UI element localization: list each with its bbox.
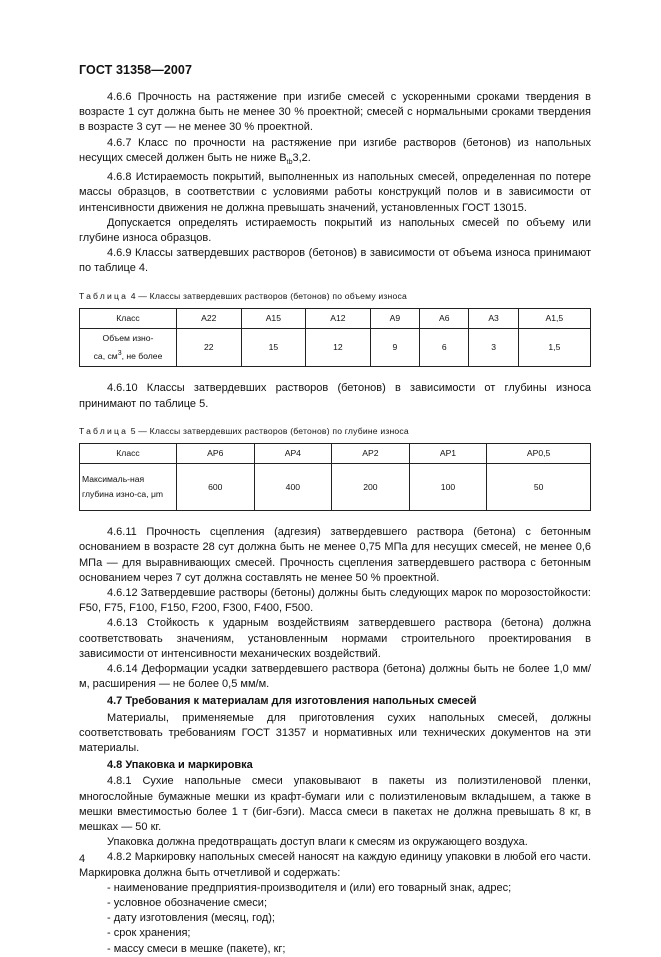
table-cell: A15 [241,308,306,328]
list-item: - дату изготовления (месяц, год); [107,912,275,925]
table-cell: 600 [177,464,255,511]
paragraph-4-6-9: 4.6.9 Классы затвердевших растворов (бетонов) в зависимости от объема износа принимают по таблице 4. [79,247,591,275]
table-cell: A12 [306,308,371,328]
table-5 [79,443,591,511]
table-row [80,308,591,328]
table-cell: 50 [487,464,591,511]
table-row [80,329,591,367]
paragraph-4-6-6: 4.6.6 Прочность на растяжение при изгибе смесей с ускоренными сроками твердения в возрасте 1 сут должна быть не менее 30 % проектной; смесей с нормальными сроками твердения в возрасте 3 сут — не менее 30 % проектной. [79,91,591,134]
document-body [79,90,591,957]
table-cell: AP0,5 [487,443,591,463]
paragraph-4-6-11: 4.6.11 Прочность сцепления (адгезия) затвердевшего раствора (бетона) с бетонным основанием в возрасте 28 сут должна быть не менее 0,75 МПа для несущих смесей, не менее 0,6 МПа — для выравнивающих смесей. Прочность сцепления затвердевшего раствора с бетонным основанием через 7 сут должна составлять не менее 50 % проектной. [79,526,591,584]
table-header-cell: Класс [80,308,177,328]
table-row-label: Максималь-ная глубина изно-са, μm [80,464,177,511]
paragraph-4-6-12: 4.6.12 Затвердевшие растворы (бетоны) должны быть следующих марок по морозостойкости: F50, F75, F100, F150, F200, F300, F400, F500. [79,586,591,615]
table-cell: 100 [409,464,487,511]
table-row [80,464,591,511]
table-cell: 3 [469,329,518,367]
table-cell: AP4 [254,443,332,463]
paragraph-4-6-8: 4.6.8 Истираемость покрытий, выполненных из напольных смесей, определенная по потере массы образцов, в соответствии с условиями работы конструкций полов и в зависимости от интенсивности движения не должна превышать значений, установленных ГОСТ 13015. [79,171,591,214]
paragraph-packaging-note: Упаковка должна предотвращать доступ влаги к смесям из окружающего воздуха. [107,836,528,849]
table-cell: AP6 [177,443,255,463]
list-item: - условное обозначение смеси; [107,896,267,909]
table-cell: AP2 [332,443,410,463]
table-cell: AP1 [409,443,487,463]
table4-caption: Таблица 4 — Классы затвердевших растворов (бетонов) по объему износа [79,290,407,301]
table-header-cell: Класс [80,443,177,463]
table-cell: 15 [241,329,306,367]
table-cell: 400 [254,464,332,511]
table-row [80,443,591,463]
section-4-7-text: Материалы, применяемые для приготовления сухих напольных смесей, должны соответствовать требованиям ГОСТ 31357 и нормативных или технических документов на эти материалы. [79,711,591,754]
page-number: 4 [79,853,86,865]
section-4-7-heading: 4.7 Требования к материалам для изготовления напольных смесей [107,695,477,708]
table5-caption: Таблица 5 — Классы затвердевших растворов (бетонов) по глубине износа [79,425,409,436]
table-cell: A6 [420,308,469,328]
table-cell: A9 [370,308,419,328]
paragraph-4-6-10: 4.6.10 Классы затвердевших растворов (бетонов) в зависимости от глубины износа принимают по таблице 5. [79,382,591,410]
table-cell: 6 [420,329,469,367]
table-cell: 1,5 [518,329,590,367]
table-cell: 200 [332,464,410,511]
paragraph-4-6-7: 4.6.7 Класс по прочности на растяжение при изгибе растворов (бетонов) из напольных несущих смесей должен быть не ниже $B_{tb}3,2$. [79,136,591,166]
table-cell: A1,5 [518,308,590,328]
paragraph-abrasion-note: Допускается определять истираемость покрытий из напольных смесей по объему или глубине износа образцов. [79,216,591,245]
table-cell: 9 [370,329,419,367]
paragraph-4-6-13: 4.6.13 Стойкость к ударным воздействиям затвердевшего раствора (бетона) должна соответствовать значениям, установленным нормами строительного проектирования в зависимости от интенсивности механических воздействий. [79,617,591,660]
marking-list [79,881,591,957]
table-cell: A3 [469,308,518,328]
list-item: - срок хранения; [107,927,191,940]
table-row-label: Объем изно- са, $см^3$, не более [80,329,177,367]
table-cell: 22 [177,329,242,367]
document-header: ГОСТ 31358—2007 [79,63,193,77]
paragraph-4-6-14: 4.6.14 Деформации усадки затвердевшего раствора (бетона) должны быть не более 1,0 мм/м, расширения — не более 0,5 мм/м. [79,662,591,691]
paragraph-4-8-2: 4.8.2 Маркировку напольных смесей наносят на каждую единицу упаковки в любой его части. Маркировка должна быть отчетливой и содержать: [79,851,591,879]
section-4-8-heading: 4.8 Упаковка и маркировка [107,759,253,772]
list-item: - наименование предприятия-производителя и (или) его товарный знак, адрес; [107,881,512,894]
paragraph-4-8-1: 4.8.1 Сухие напольные смеси упаковывают в пакеты из полиэтиленовой пленки, многослойные бумажные мешки из крафт-бумаги или с полиэтиленовым вкладышем, а также в мешки вместимостью более 1 т (биг-бэги). Масса смеси в пакетах не должна превышать 8 кг, в мешках — 50 кг. [79,775,591,833]
table-cell: 12 [306,329,371,367]
table-4 [79,308,591,367]
list-item: - массу смеси в мешке (пакете), кг; [107,942,286,955]
table-cell: A22 [177,308,242,328]
